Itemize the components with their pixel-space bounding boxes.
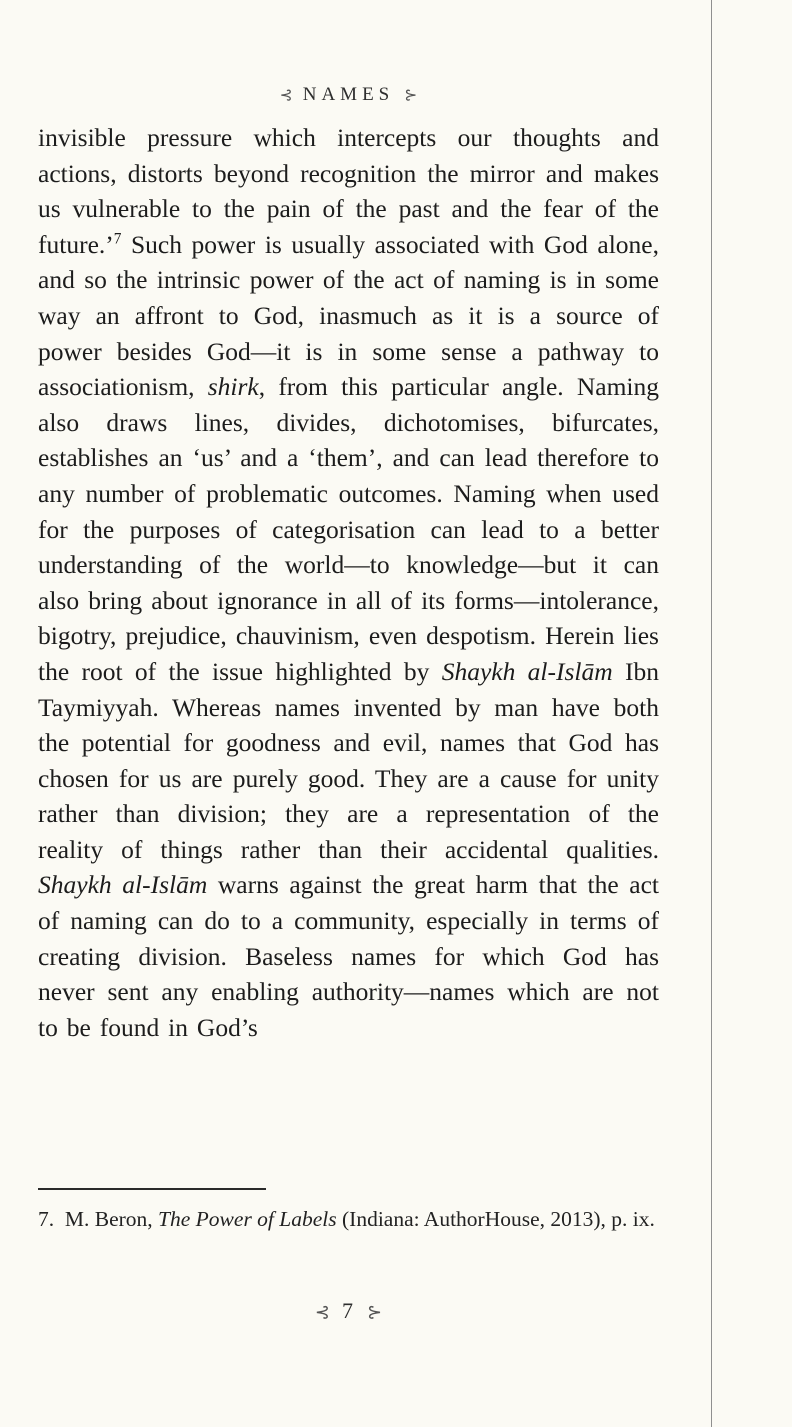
page-number-footer [38, 1298, 659, 1324]
footer-ornament-left-icon: ⊰ [314, 1302, 330, 1323]
header-ornament-left-icon: ⊰ [279, 86, 293, 104]
footnote-separator-rule [38, 1188, 266, 1190]
running-header [38, 84, 659, 106]
page-edge-line [711, 0, 712, 1427]
body-paragraph: invisible pressure which intercepts our thoughts and actions, distorts beyond recognition the mirror and makes us vulnerable to the pain of the past and the fear of the future.’$^7$ Such power is usually associated with God alone, and so the intrinsic power of the act of naming is in some way an affront to God, inasmuch as it is a source of power besides God—it is in some sense a pathway to associationism, shirk, from this particular angle. Naming also draws lines, divides, dichotomises, bifurcates, establishes an ‘us’ and a ‘them’, and can lead therefore to any number of problematic outcomes. Naming when used for the purposes of categorisation can lead to a better understanding of the world—to knowledge—but it can also bring about ignorance in all of its forms—intolerance, bigotry, prejudice, chauvinism, even despotism. Herein lies the root of the issue highlighted by Shaykh al-Islām Ibn Taymiyyah. Whereas names invented by man have both the potential for goodness and evil, names that God has chosen for us are purely good. They are a cause for unity rather than division; they are a representation of the reality of things rather than their accidental qualities. Shaykh al-Islām warns against the great harm that the act of naming can do to a community, especially in terms of creating division. Baseless names for which God has never sent any enabling authority—names which are not to be found in God’s [38, 123, 660, 1042]
page-title: NAMES [302, 84, 395, 105]
footnote-text: 7. M. Beron, The Power of Labels (Indiana: AuthorHouse, 2013), p. ix. [38, 1207, 655, 1231]
footer-ornament-right-icon: ⊱ [367, 1302, 383, 1323]
page-number: 7 [342, 1298, 355, 1323]
header-ornament-right-icon: ⊱ [404, 86, 418, 104]
